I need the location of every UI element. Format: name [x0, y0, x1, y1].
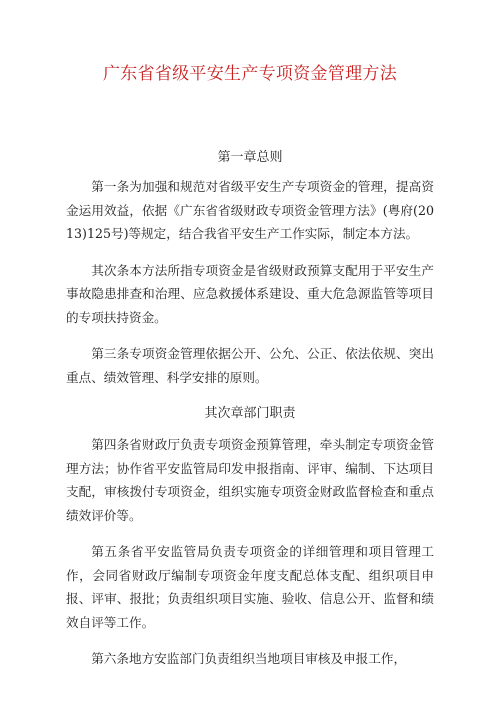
article-paragraph: 第三条专项资金管理依据公开、公允、公正、依法依规、突出重点、绩效管理、科学安排的原则。 [66, 346, 434, 385]
document-title: 广东省省级平安生产专项资金管理方法 [102, 64, 398, 84]
chapter-heading-duties: 其次章部门职责 [204, 406, 296, 421]
article-paragraph: 第五条省平安监管局负责专项资金的详细管理和项目管理工作，会同省财政厅编制专项资金年度支配总体支配、组织项目申报、评审、报批；负责组织项目实施、验收、信息公开、监督和绩效自评等工作。 [66, 544, 434, 630]
chapter-heading-general: 第一章总则 [217, 150, 283, 165]
article-paragraph: 第四条省财政厅负责专项资金预算管理，牵头制定专项资金管理方法；协作省平安监管局印发申报指南、评审、编制、下达项目支配，审核拨付专项资金，组织实施专项资金财政监督检查和重点绩效评价等。 [66, 437, 434, 523]
article-paragraph: 第一条为加强和规范对省级平安生产专项资金的管理，提高资金运用效益，依据《广东省省级财政专项资金管理方法》(粤府(2013)125号)等规定，结合我省平安生产工作实际，制定本方法。 [66, 179, 434, 241]
article-paragraph: 第六条地方安监部门负责组织当地项目审核及申报工作， [91, 651, 407, 666]
article-paragraph: 其次条本方法所指专项资金是省级财政预算支配用于平安生产事故隐患排查和治理、应急救援体系建设、重大危急源监管等项目的专项扶持资金。 [66, 262, 434, 325]
